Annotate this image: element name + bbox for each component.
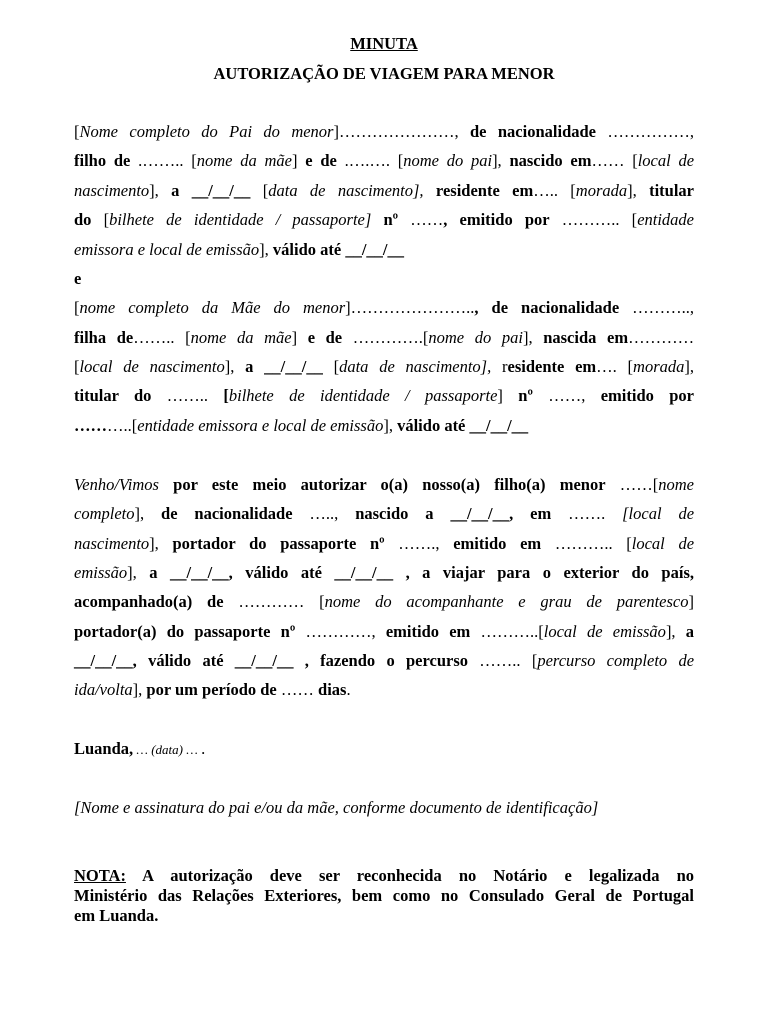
document-subtitle: AUTORIZAÇÃO DE VIAGEM PARA MENOR [213,64,555,83]
mother-line-3: [local de nascimento], a __/__/__ [data de nascimento], residente em…. [morada], [74,357,695,376]
authorization-line-1: Venho/Vimos por este meio autorizar o(a) nosso(a) filho(a) menor ……[nome [74,475,694,494]
signature-line: [Nome e assinatura do pai e/ou da mãe, conforme documento de identificação] [74,798,599,817]
authorization-line-6: portador(a) do passaporte nº …………, emitido em ………..[local de emissão], a [74,622,695,641]
note-line-1: NOTA: A autorização deve ser reconhecida no Notário e legalizada no [74,866,694,885]
father-line-5: emissora e local de emissão], válido até __/__/__ [74,240,404,259]
authorization-line-3: nascimento], portador do passaporte nº ……., emitido em ……….. [local de [74,534,695,553]
note-line-3: em Luanda. [74,906,159,925]
document-title: MINUTA [350,34,418,53]
mother-line-1: [nome completo da Mãe do menor]………………….., de nacionalidade ……….., [74,298,695,317]
authorization-line-4: emissão], a __/__/__, válido até __/__/__ , a viajar para o exterior do país, [74,563,694,582]
father-line-3: nascimento], a __/__/__ [data de nascimento], residente em….. [morada], titular [74,181,695,200]
mother-line-5: ………..[entidade emissora e local de emissão], válido até __/__/__ [74,416,529,435]
note-line-2: Ministério das Relações Exteriores, bem como no Consulado Geral de Portugal [74,886,694,905]
father-line-2: filho de .…….. [nome da mãe] e de .….…. [nome do pai], nascido em…… [local de [74,151,695,170]
conjunction: e [74,269,82,288]
date-placeholder: … (data) … [133,742,202,757]
mother-line-4: titular do …….. [bilhete de identidade / passaporte] nº ……, emitido por [74,386,694,405]
father-line-4: do [bilhete de identidade / passaporte] nº ……, emitido por ……….. [entidade [74,210,695,229]
note-label: NOTA: [74,866,126,885]
authorization-line-7: __/__/__, válido até __/__/__ , fazendo o percurso …….. [percurso completo de [74,651,695,670]
father-line-1: [Nome completo do Pai do menor]…………………, de nacionalidade ……………, [74,122,695,141]
authorization-line-8: ida/volta], por um período de …… dias. [74,680,351,699]
authorization-line-2: completo], de nacionalidade ….., nascido a __/__/__, em ……. [local de [74,504,695,523]
note-block [74,866,694,926]
place-date: Luanda, … (data) … . [74,739,206,758]
authorization-line-5: acompanhado(a) de ………… [nome do acompanhante e grau de parentesco] [74,592,694,611]
place-city: Luanda, [74,739,134,758]
mother-line-2: filha de…….. [nome da mãe] e de ………….[nome do pai], nascida em………… [74,328,695,347]
